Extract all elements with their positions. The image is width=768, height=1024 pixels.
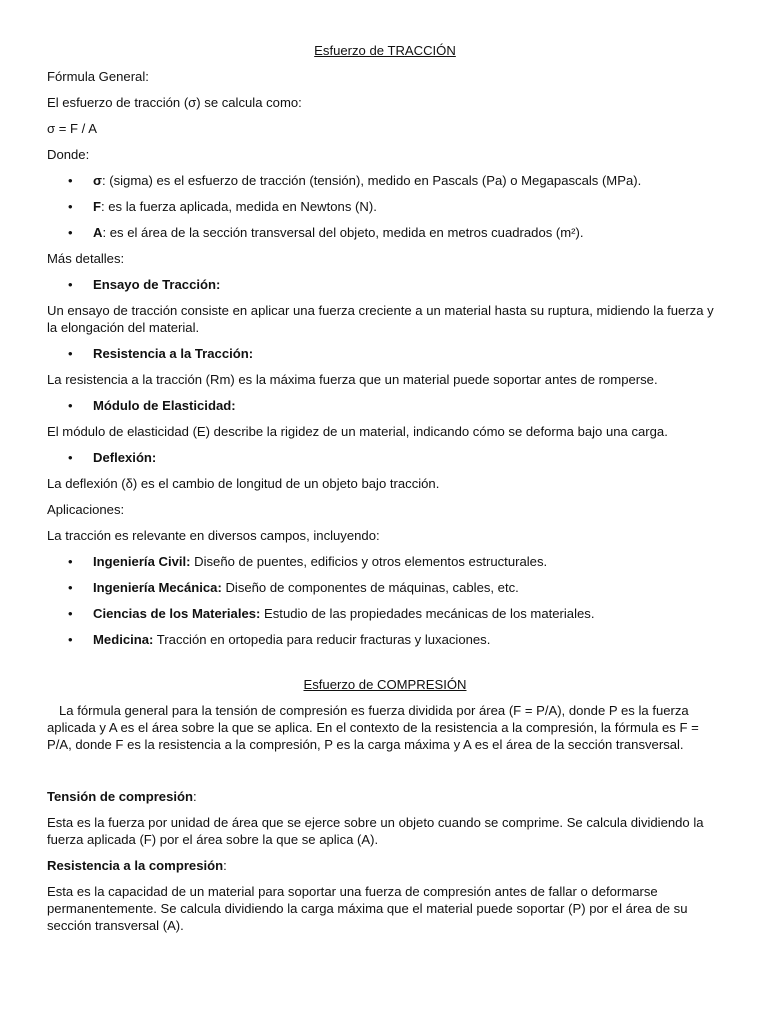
compresion-intro: La fórmula general para la tensión de compresión es fuerza dividida por área (F = P/A), donde P es la fuerza aplicada y A es el área sobre la que se aplica. En el contexto de la resistencia a la compresión, la fórmula es F = P/A, donde F es la resistencia a la compresión, P es la carga máxima y A es el área de la sección transversal. (47, 703, 699, 752)
detail-heading: • Ensayo de Tracción: (68, 277, 221, 292)
mas-detalles-label: Más detalles: (47, 251, 125, 266)
list-item: • σ: (sigma) es el esfuerzo de tracción (tensión), medido en Pascals (Pa) o Megapascals (MPa). (68, 173, 642, 188)
bullet-icon: • (68, 225, 73, 240)
formula-intro: El esfuerzo de tracción (σ) se calcula como: (47, 95, 302, 110)
detail-body: La resistencia a la tracción (Rm) es la máxima fuerza que un material puede soportar antes de romperse. (47, 372, 658, 387)
list-item: • Medicina: Tracción en ortopedia para reducir fracturas y luxaciones. (68, 632, 491, 647)
bullet-icon: • (68, 277, 73, 292)
formula: σ = F / A (47, 121, 97, 136)
bullet-icon: • (68, 606, 73, 621)
aplicaciones-list (47, 553, 723, 648)
detail-heading: • Resistencia a la Tracción: (68, 346, 254, 361)
bullet-icon: • (68, 398, 73, 413)
variables-list (47, 172, 723, 241)
detail-body: Un ensayo de tracción consiste en aplicar una fuerza creciente a un material hasta su ruptura, midiendo la fuerza y la elongación del material. (47, 303, 714, 335)
detail-body: El módulo de elasticidad (E) describe la rigidez de un material, indicando cómo se deforma bajo una carga. (47, 424, 668, 439)
aplicaciones-intro: La tracción es relevante en diversos campos, incluyendo: (47, 528, 380, 543)
list-item: • F: es la fuerza aplicada, medida en Newtons (N). (68, 199, 377, 214)
document-page (47, 42, 723, 934)
bullet-icon: • (68, 346, 73, 361)
formula-label: Fórmula General: (47, 69, 149, 84)
tension-heading: Tensión de compresión: (47, 789, 197, 804)
bullet-icon: • (68, 173, 73, 188)
bullet-icon: • (68, 580, 73, 595)
bullet-icon: • (68, 450, 73, 465)
list-item: • A: es el área de la sección transversal del objeto, medida en metros cuadrados (m²). (68, 225, 584, 240)
tension-body: Esta es la fuerza por unidad de área que se ejerce sobre un objeto cuando se comprime. Se calcula dividiendo la fuerza aplicada (F) por el área sobre la que se aplica (A). (47, 815, 704, 847)
section-title-traccion: Esfuerzo de TRACCIÓN (314, 43, 456, 58)
resistencia-heading: Resistencia a la compresión: (47, 858, 227, 873)
detail-heading: • Deflexión: (68, 450, 157, 465)
section-title-compresion: Esfuerzo de COMPRESIÓN (303, 677, 467, 692)
bullet-icon: • (68, 199, 73, 214)
aplicaciones-label: Aplicaciones: (47, 502, 125, 517)
bullet-icon: • (68, 554, 73, 569)
list-item: • Ciencias de los Materiales: Estudio de las propiedades mecánicas de los materiales. (68, 606, 595, 621)
list-item: • Ingeniería Mecánica: Diseño de componentes de máquinas, cables, etc. (68, 580, 519, 595)
list-item: • Ingeniería Civil: Diseño de puentes, edificios y otros elementos estructurales. (68, 554, 548, 569)
resistencia-body: Esta es la capacidad de un material para soportar una fuerza de compresión antes de fallar o deformarse permanentemente. Se calcula dividiendo la carga máxima que el material puede soportar (P) por el área de su sección transversal (A). (47, 884, 688, 933)
detail-heading: • Módulo de Elasticidad: (68, 398, 236, 413)
detail-body: La deflexión (δ) es el cambio de longitud de un objeto bajo tracción. (47, 476, 440, 491)
donde-label: Donde: (47, 147, 90, 162)
bullet-icon: • (68, 632, 73, 647)
